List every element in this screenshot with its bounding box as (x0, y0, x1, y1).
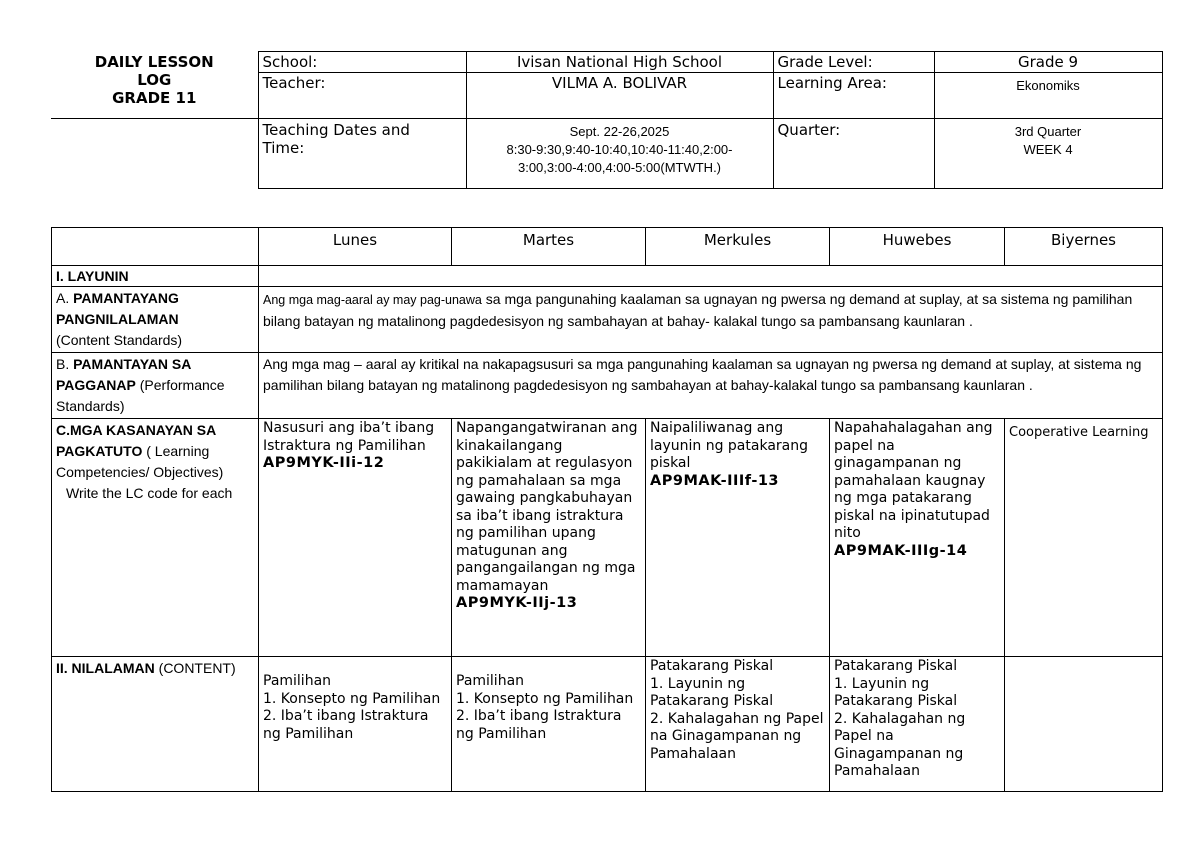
corner-cell (52, 228, 259, 266)
content-title: II. NILALAMAN (56, 660, 155, 676)
content-lunes (259, 657, 452, 792)
day-header-lunes: Lunes (259, 228, 452, 266)
content-merkules-topic: Patakarang Piskal (650, 658, 774, 674)
content-martes-topic: Pamilihan (456, 673, 525, 689)
dates-value (466, 119, 773, 189)
dates-value-3: 3:00,3:00-4:00,4:00-5:00(MTWTH.) (517, 160, 722, 175)
perf-std-prefix: B. (56, 356, 74, 372)
title-line1: DAILY LESSON (94, 52, 214, 71)
dates-label (258, 119, 466, 189)
layunin-label: I. LAYUNIN (52, 266, 259, 287)
content-merkules-item1: 1. Layunin ng Patakarang Piskal (650, 675, 774, 709)
competencies-sub: ( Learning Competencies/ Objectives) (56, 443, 224, 480)
content-martes-item2: 2. Iba’t ibang Istraktura ng Pamilihan (456, 708, 622, 742)
competency-huwebes-code: AP9MAK-IIIg-14 (834, 542, 968, 559)
dates-value-2: 8:30-9:30,9:40-10:40,10:40-11:40,2:00- (506, 142, 733, 157)
competency-martes-text: Napangangatwiranan ang kinakailangang pakikialam at regulasyon ng pamahalaan sa mga gawaing pangkabuhayan sa iba’t ibang istraktura ng pamilihan upang matugunan ang pangangailangan ng mga mamamayan (456, 420, 638, 594)
content-huwebes-item2: 2. Kahalagahan ng Papel na Ginagampanan ng Pamahalaan (834, 710, 966, 779)
school-label: School: (258, 52, 466, 73)
content-lunes-item2: 2. Iba’t ibang Istraktura ng Pamilihan (263, 708, 429, 742)
content-std-text-part2: sa mga pangunahing kaalaman sa ugnayan ng pwersa ng demand at suplay, at sa sistema ng pamilihan bilang batayan ng matalinong pagdedesisyon ng sambahayan at bahay- kalakal tungo sa pambansang kaunlaran . (263, 291, 1133, 329)
competency-lunes (259, 419, 452, 657)
content-huwebes-item1: 1. Layunin ng Patakarang Piskal (834, 675, 958, 709)
area-label: Learning Area: (773, 73, 934, 119)
content-std-prefix: A. (56, 290, 74, 306)
dates-label-1: Teaching Dates and (262, 121, 410, 139)
competency-merkules-text: Naipaliliwanag ang layunin ng patakarang piskal (650, 420, 808, 471)
quarter-value (934, 119, 1162, 189)
area-value: Ekonomiks (934, 73, 1162, 119)
grade-value: Grade 9 (934, 52, 1162, 73)
school-value: Ivisan National High School (466, 52, 773, 73)
perf-std-label (52, 353, 259, 419)
competency-merkules (646, 419, 830, 657)
content-std-title: PAMANTAYANG PANGNILALAMAN (56, 290, 179, 327)
competency-martes (452, 419, 646, 657)
day-header-huwebes: Huwebes (830, 228, 1005, 266)
quarter-label: Quarter: (773, 119, 934, 189)
dates-label-2: Time: (262, 139, 305, 157)
content-huwebes-topic: Patakarang Piskal (834, 658, 958, 674)
content-lunes-item1: 1. Konsepto ng Pamilihan (263, 690, 441, 707)
content-martes (452, 657, 646, 792)
content-merkules (646, 657, 830, 792)
title-line3: GRADE 11 (112, 88, 197, 107)
content-lunes-topic: Pamilihan (263, 673, 332, 689)
quarter-value-2: WEEK 4 (1023, 142, 1073, 157)
day-header-martes: Martes (452, 228, 646, 266)
content-merkules-item2: 2. Kahalagahan ng Papel na Ginagampanan ng Pamahalaan (650, 710, 824, 762)
content-huwebes (830, 657, 1005, 792)
competency-lunes-code: AP9MYK-IIi-12 (263, 455, 385, 471)
teacher-label: Teacher: (258, 73, 466, 119)
quarter-value-1: 3rd Quarter (1014, 124, 1082, 139)
perf-std-text: Ang mga mag – aaral ay kritikal na nakapagsusuri sa mga pangunahing kaalaman sa ugnayan ng pwersa ng demand at suplay, at sistema ng pamilihan bilang batayan ng matalinong pagdedesisyon ng sambahayan at bahay-kalakal tungo sa pambansang kaunlaran . (259, 353, 1163, 419)
content-biyernes (1005, 657, 1163, 792)
content-std-label (52, 287, 259, 353)
content-std-sub: (Content Standards) (56, 332, 183, 348)
competencies-label (52, 419, 259, 657)
perf-std-title: PAMANTAYAN SA PAGGANAP (56, 356, 191, 393)
dll-title (51, 52, 258, 119)
day-header-biyernes: Biyernes (1005, 228, 1163, 266)
competencies-title: C.MGA KASANAYAN SA PAGKATUTO (56, 422, 216, 459)
empty-cell (51, 119, 258, 189)
header-table (51, 51, 1163, 189)
competency-biyernes: Cooperative Learning (1005, 419, 1163, 657)
teacher-value: VILMA A. BOLIVAR (466, 73, 773, 119)
content-std-text-part1: Ang mga mag-aaral ay may pag-unawa (263, 293, 482, 307)
layunin-empty (259, 266, 1163, 287)
perf-std-sub: (Performance Standards) (56, 377, 225, 414)
competencies-note: Write the LC code for each (66, 485, 233, 501)
content-martes-item1: 1. Konsepto ng Pamilihan (456, 690, 634, 707)
competency-huwebes-text: Napahahalagahan ang papel na ginagampanan ng pamahalaan kaugnay ng mga patakarang piskal na ipinatutupad nito (834, 420, 993, 541)
day-header-merkules: Merkules (646, 228, 830, 266)
title-line2: LOG (137, 70, 172, 89)
competency-huwebes (830, 419, 1005, 657)
grade-label: Grade Level: (773, 52, 934, 73)
competency-martes-code: AP9MYK-IIj-13 (456, 595, 578, 611)
competency-merkules-code: AP9MAK-IIIf-13 (650, 472, 780, 489)
content-std-text (259, 287, 1163, 353)
dates-value-1: Sept. 22-26,2025 (569, 124, 670, 139)
competency-lunes-text: Nasusuri ang iba’t ibang Istraktura ng Pamilihan (263, 420, 435, 454)
lesson-table (51, 227, 1163, 792)
content-sub: (CONTENT) (154, 660, 236, 676)
content-label (52, 657, 259, 792)
